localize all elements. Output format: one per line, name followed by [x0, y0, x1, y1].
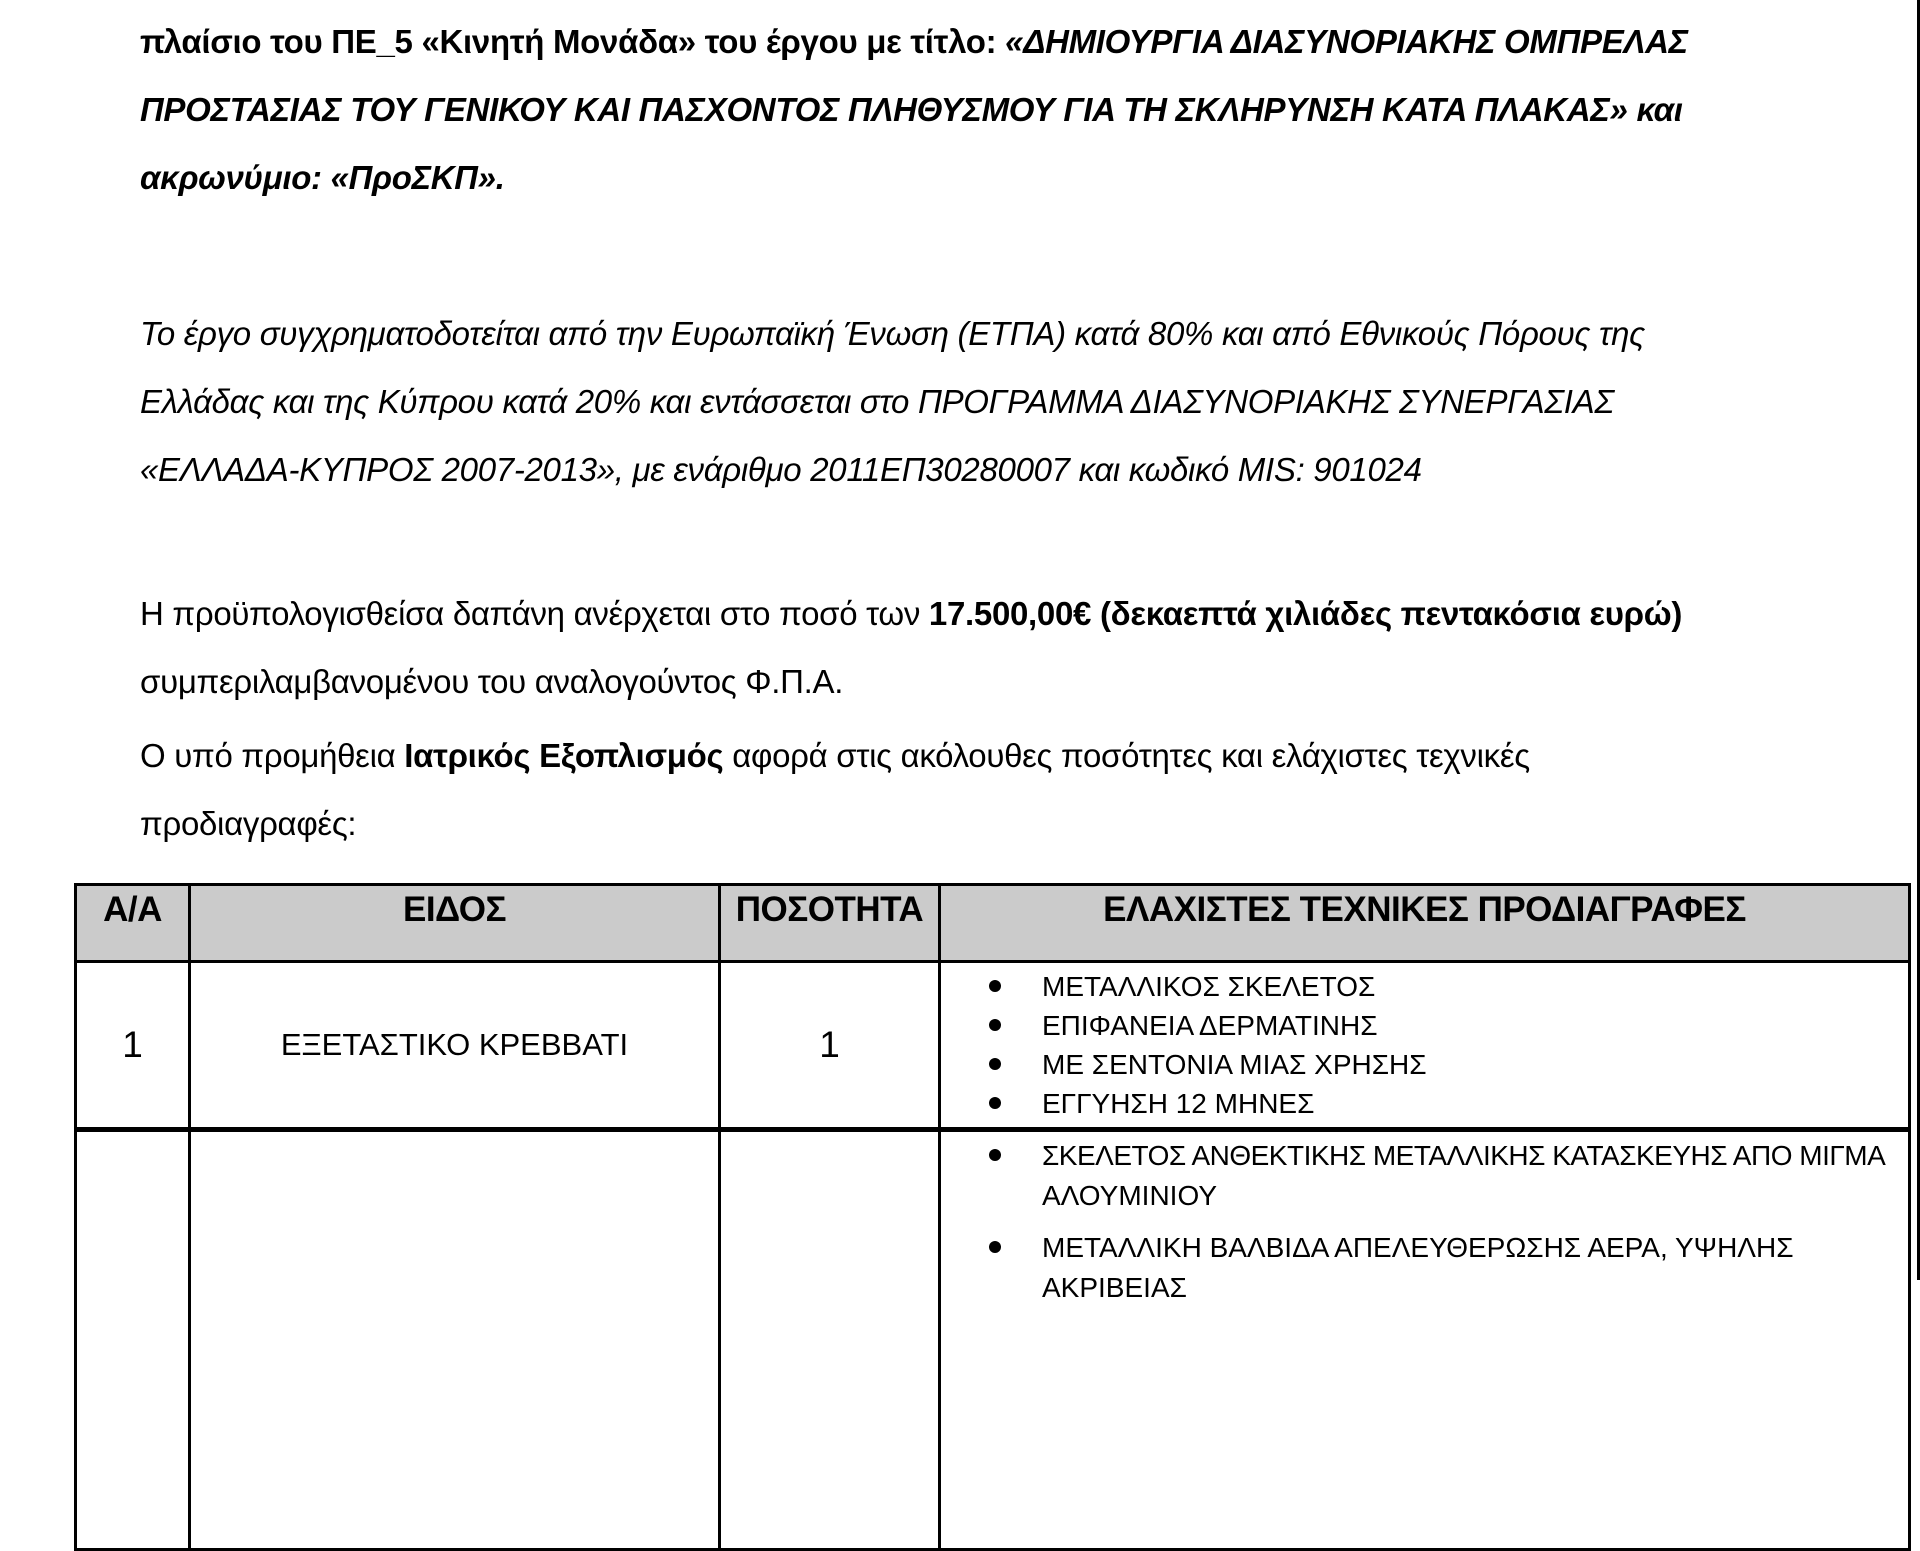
table-header-quantity: ΠΟΣΟΤΗΤΑ — [720, 885, 940, 962]
text-line — [140, 436, 1905, 504]
text-segment: «ΕΛΛΑΔΑ-ΚΥΠΡΟΣ 2007-2013», με ενάριθμο 2011ΕΠ30280007 και κωδικό MIS: 901024 — [140, 451, 1422, 488]
cell-specs — [940, 962, 1910, 1130]
table-header-specs: ΕΛΑΧΙΣΤΕΣ ΤΕΧΝΙΚΕΣ ΠΡΟΔΙΑΓΡΑΦΕΣ — [940, 885, 1910, 962]
paragraph-equipment-intro — [140, 722, 1905, 858]
text-line — [140, 580, 1905, 648]
table-header-row — [76, 885, 1910, 962]
table-row — [76, 962, 1910, 1130]
table-header-item: ΕΙΔΟΣ — [190, 885, 720, 962]
spec-item — [987, 1228, 1890, 1308]
cell-item-name — [190, 1130, 720, 1550]
spec-item — [987, 1006, 1890, 1045]
text-line — [140, 300, 1905, 368]
spec-line: ΕΠΙΦΑΝΕΙΑ ΔΕΡΜΑΤΙΝΗΣ — [1042, 1010, 1378, 1041]
spec-line: ΜΕΤΑΛΛΙΚΗ ΒΑΛΒΙΔΑ ΑΠΕΛΕΥΘΕΡΩΣΗΣ ΑΕΡΑ, ΥΨΗΛΗΣ — [1042, 1232, 1794, 1263]
table-header-aa: Α/Α — [76, 885, 190, 962]
table-header — [76, 885, 1910, 962]
paragraph-project-title — [140, 8, 1905, 212]
text-line — [140, 722, 1905, 790]
text-segment: ΠΡΟΣΤΑΣΙΑΣ ΤΟΥ ΓΕΝΙΚΟΥ ΚΑΙ ΠΑΣΧΟΝΤΟΣ ΠΛΗΘΥΣΜΟΥ ΓΙΑ ΤΗ ΣΚΛΗΡΥΝΣΗ ΚΑΤΑ ΠΛΑΚΑΣ» — [140, 91, 1628, 128]
cell-item-name: ΕΞΕΤΑΣΤΙΚΟ ΚΡΕΒΒΑΤΙ — [190, 962, 720, 1130]
spec-line: ΑΛΟΥΜΙΝΙΟΥ — [1042, 1180, 1217, 1211]
spec-line: ΑΚΡΙΒΕΙΑΣ — [1042, 1272, 1187, 1303]
text-line — [140, 144, 1905, 212]
equipment-table — [74, 883, 1911, 1551]
spec-item — [987, 1136, 1890, 1216]
text-segment: Ιατρικός Εξοπλισμός — [404, 737, 724, 774]
cell-quantity: 1 — [720, 962, 940, 1130]
document-text — [140, 8, 1905, 858]
spec-item — [987, 1045, 1890, 1084]
text-segment: Το έργο συγχρηματοδοτείται από την Ευρωπαϊκή Ένωση (ΕΤΠΑ) κατά 80% και από Εθνικούς Πόρους της — [140, 315, 1645, 352]
text-line — [140, 648, 1905, 716]
paragraph-funding — [140, 300, 1905, 504]
text-segment: προδιαγραφές: — [140, 805, 357, 842]
text-segment: Ο υπό προμήθεια — [140, 737, 405, 774]
cell-quantity — [720, 1130, 940, 1550]
text-segment: Ελλάδας και της Κύπρου κατά 20% και εντάσσεται στο ΠΡΟΓΡΑΜΜΑ ΔΙΑΣΥΝΟΡΙΑΚΗΣ ΣΥΝΕΡΓΑΣΙΑΣ — [140, 383, 1614, 420]
cell-index: 1 — [76, 962, 190, 1130]
text-segment: πλαίσιο του ΠΕ_5 «Κινητή Μονάδα» του έργου με τίτλο: — [140, 23, 1006, 60]
text-line — [140, 8, 1905, 76]
spec-line: ΜΕΤΑΛΛΙΚΟΣ ΣΚΕΛΕΤΟΣ — [1042, 971, 1376, 1002]
text-segment: ακρωνύμιο: «ΠροΣΚΠ». — [140, 159, 505, 196]
spec-item — [987, 1084, 1890, 1123]
cell-index — [76, 1130, 190, 1550]
text-segment: συμπεριλαμβανομένου του αναλογούντος Φ.Π.Α. — [140, 663, 844, 700]
text-line — [140, 790, 1905, 858]
text-segment: 17.500,00€ (δεκαεπτά χιλιάδες πεντακόσια ευρώ) — [928, 595, 1683, 632]
paragraph-budget — [140, 580, 1905, 716]
spec-item — [987, 967, 1890, 1006]
spec-line: ΜΕ ΣΕΝΤΟΝΙΑ ΜΙΑΣ ΧΡΗΣΗΣ — [1042, 1049, 1427, 1080]
text-segment: αφορά στις ακόλουθες ποσότητες και ελάχιστες τεχνικές — [723, 737, 1530, 774]
text-segment: «ΔΗΜΙΟΥΡΓΙΑ ΔΙΑΣΥΝΟΡΙΑΚΗΣ ΟΜΠΡΕΛΑΣ — [1005, 23, 1688, 60]
spec-line: ΣΚΕΛΕΤΟΣ ΑΝΘΕΚΤΙΚΗΣ ΜΕΤΑΛΛΙΚΗΣ ΚΑΤΑΣΚΕΥΗΣ ΑΠΟ ΜΙΓΜΑ — [1042, 1140, 1886, 1171]
text-segment: και — [1627, 91, 1683, 128]
table-row — [76, 1130, 1910, 1550]
spec-list — [987, 1136, 1890, 1308]
text-line — [140, 76, 1905, 144]
table-body — [76, 962, 1910, 1550]
text-line — [140, 368, 1905, 436]
spec-line: ΕΓΓΥΗΣΗ 12 ΜΗΝΕΣ — [1042, 1088, 1315, 1119]
spec-list — [987, 967, 1890, 1123]
text-segment: Η προϋπολογισθείσα δαπάνη ανέρχεται στο ποσό των — [140, 595, 929, 632]
cell-specs — [940, 1130, 1910, 1550]
